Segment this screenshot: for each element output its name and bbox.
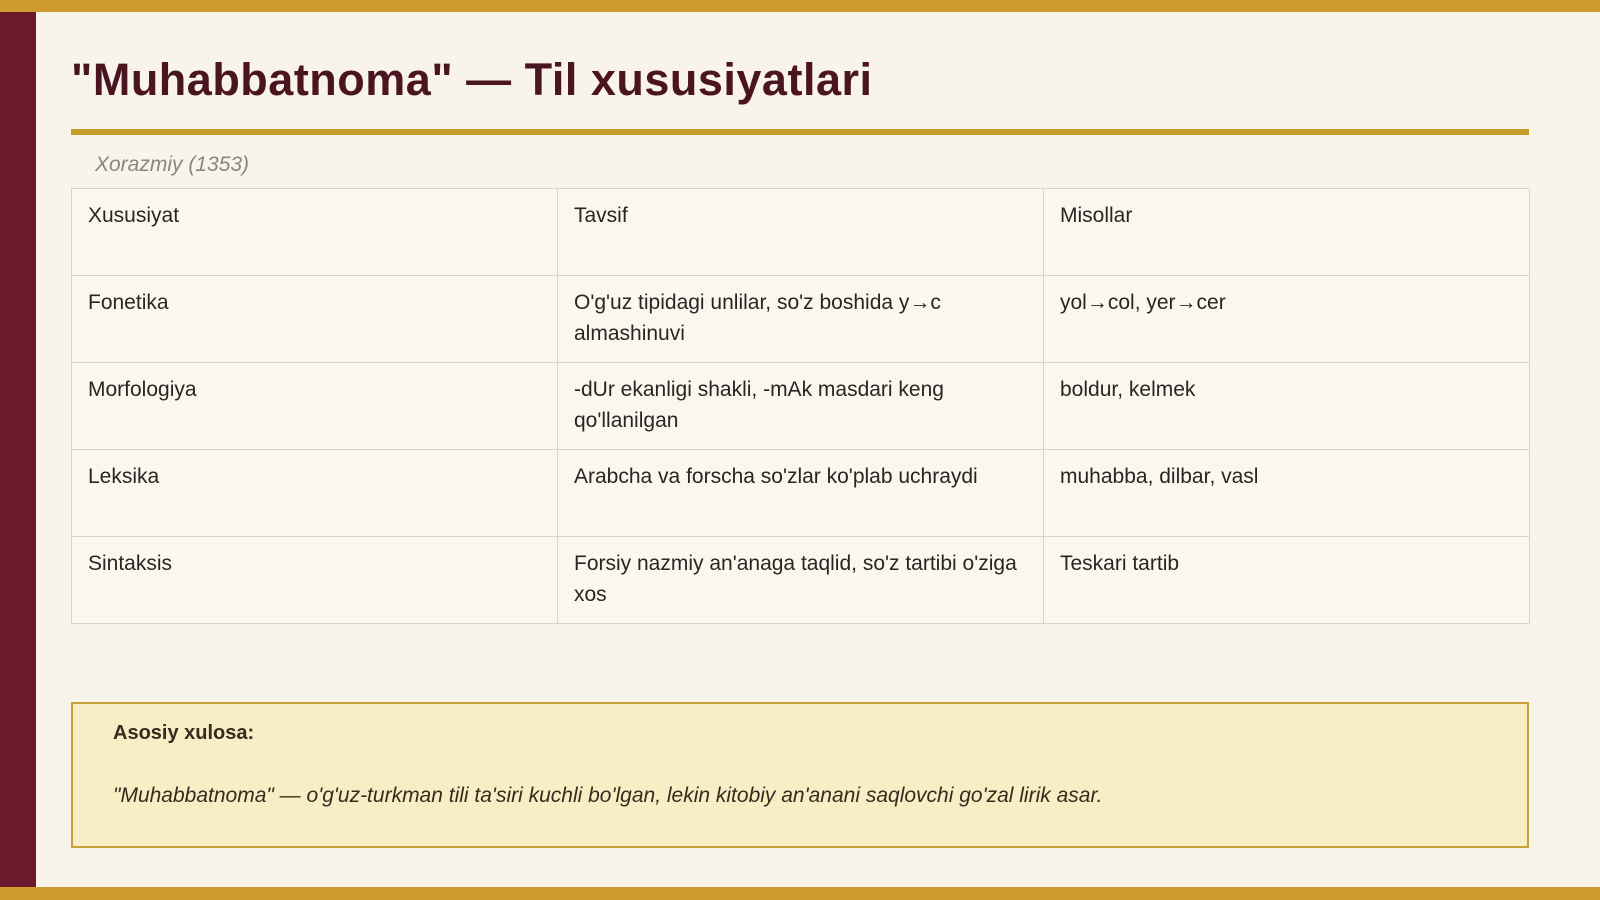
slide-subtitle: Xorazmiy (1353) [95,153,250,176]
bottom-accent-bar [0,887,1600,900]
cell-feature: Leksika [72,450,558,537]
table-header-row [72,189,1530,276]
table-row [72,363,1530,450]
cell-feature: Sintaksis [72,537,558,624]
left-accent-bar [0,12,36,887]
cell-examples: muhabba, dilbar, vasl [1044,450,1530,537]
conclusion-callout [71,702,1529,848]
table-row [72,276,1530,363]
cell-feature: Morfologiya [72,363,558,450]
cell-description: Forsiy nazmiy an'anaga taqlid, so'z tartibi o'ziga xos [558,537,1044,624]
cell-description: O'g'uz tipidagi unlilar, so'z boshida y→c almashinuvi [558,276,1044,363]
cell-description: Arabcha va forscha so'zlar ko'plab uchraydi [558,450,1044,537]
cell-description: -dUr ekanligi shakli, -mAk masdari keng qo'llanilgan [558,363,1044,450]
language-features-table [71,188,1530,624]
title-underline [71,129,1529,135]
header-feature: Xususiyat [72,189,558,276]
top-accent-bar [0,0,1600,12]
table-row [72,450,1530,537]
cell-examples: boldur, kelmek [1044,363,1530,450]
header-examples: Misollar [1044,189,1530,276]
cell-feature: Fonetika [72,276,558,363]
slide-title: "Muhabbatnoma" — Til xususiyatlari [71,54,873,105]
header-description: Tavsif [558,189,1044,276]
cell-examples: Teskari tartib [1044,537,1530,624]
cell-examples: yol→col, yer→cer [1044,276,1530,363]
conclusion-text: "Muhabbatnoma" — o'g'uz-turkman tili ta'siri kuchli bo'lgan, lekin kitobiy an'anani saqlovchi go'zal lirik asar. [113,784,1103,807]
table-row [72,537,1530,624]
conclusion-title: Asosiy xulosa: [113,722,255,744]
